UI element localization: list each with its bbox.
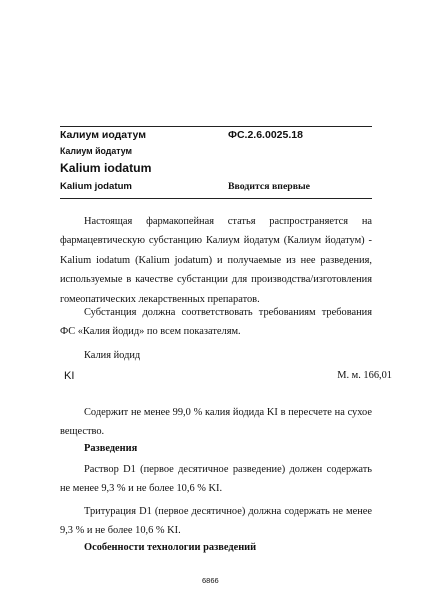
monograph-title-ru-alt: Калиум йодатум bbox=[60, 146, 133, 156]
header-bottom-rule bbox=[60, 198, 372, 199]
dilutions-heading: Разведения bbox=[84, 443, 138, 454]
chemical-formula: KI bbox=[64, 370, 75, 382]
solution-paragraph: Раствор D1 (первое десятичное разведение) должен содержать не менее 9,3 % и не более 10,6 % KI. bbox=[60, 464, 372, 495]
header-top-rule bbox=[60, 126, 372, 127]
substance-name: Калия йодид bbox=[84, 350, 141, 361]
molar-mass: М. м. 166,01 bbox=[337, 370, 392, 381]
monograph-code: ФС.2.6.0025.18 bbox=[228, 129, 303, 141]
intro-note: Вводится впервые bbox=[228, 181, 311, 192]
requirement-paragraph: Субстанция должна соответствовать требованиям требования ФС «Калия йодид» по всем показателям. bbox=[60, 307, 372, 338]
monograph-title-ru: Калиум иодатум bbox=[60, 129, 146, 141]
intro-paragraph: Настоящая фармакопейная статья распространяется на фармацевтическую субстанцию Калиум йодатум (Калиум йодатум) - Kalium iodatum (Kalium jodatum) и получаемые из нее разведения, используемые в качестве субстанции для производства/изготовления гомеопатических лекарственных препаратов. bbox=[60, 216, 372, 305]
page-number: 6866 bbox=[202, 576, 219, 585]
monograph-title-latin-alt: Kalium jodatum bbox=[60, 181, 132, 192]
technology-heading: Особенности технологии разведений bbox=[84, 542, 257, 553]
content-paragraph: Содержит не менее 99,0 % калия йодида KI в пересчете на сухое вещество. bbox=[60, 407, 372, 438]
trituration-paragraph: Тритурация D1 (первое десятичное) должна содержать не менее 9,3 % и не более 10,6 % KI. bbox=[60, 506, 372, 537]
monograph-title-latin: Kalium iodatum bbox=[60, 161, 152, 175]
